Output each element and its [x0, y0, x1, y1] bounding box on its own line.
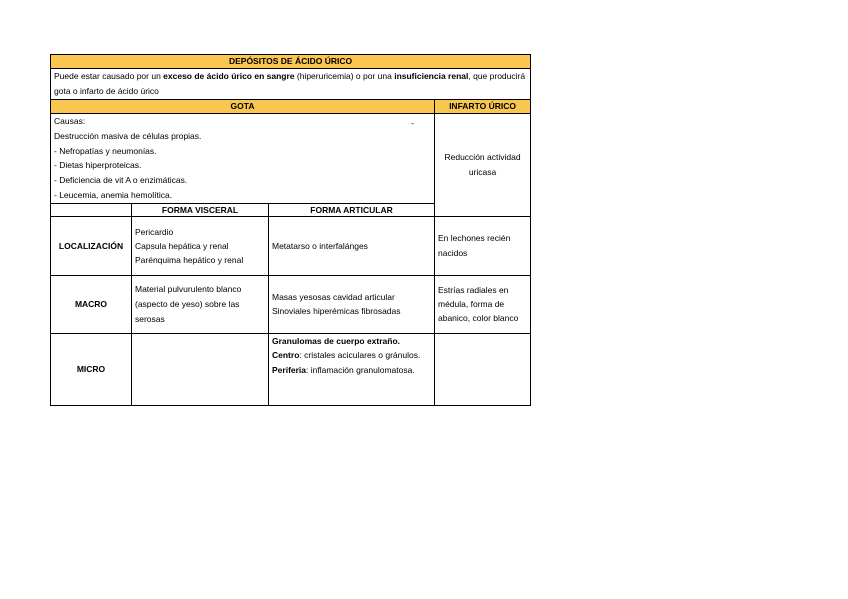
micro-visceral — [132, 333, 269, 405]
cause-item: - Deficiencia de vit A o enzimáticas. — [54, 175, 188, 186]
articular-header: FORMA ARTICULAR — [269, 203, 435, 216]
cause-item: Destrucción masiva de células propias. — [54, 130, 202, 141]
visceral-header: FORMA VISCERAL — [132, 203, 269, 216]
causes-label: Causas: — [54, 116, 86, 126]
macro-infarto: Estrías radiales en médula, forma de abanico, color blanco — [435, 275, 531, 333]
macro-articular: Masas yesosas cavidad articular Sinoviales hiperémicas fibrosadas — [269, 275, 435, 333]
localizacion-visceral: Pericardio Capsula hepática y renal Parénquima hepático y renal — [132, 216, 269, 275]
micro-infarto — [435, 333, 531, 405]
gota-header: GOTA — [51, 100, 435, 114]
dash-mark: - — [411, 118, 414, 128]
uric-acid-table — [50, 54, 531, 406]
localizacion-label: LOCALIZACIÓN — [51, 216, 132, 275]
intro-text: Puede estar causado por un exceso de ácido úrico en sangre (hiperuricemia) o por una insuficiencia renal, que producirá gota o infarto de ácido úrico — [51, 69, 531, 100]
localizacion-infarto: En lechones recién nacidos — [435, 216, 531, 275]
macro-label: MACRO — [51, 275, 132, 333]
cause-item: - Nefropatías y neumonías. — [54, 145, 157, 156]
localizacion-articular: Metatarso o interfalánges — [269, 216, 435, 275]
cause-item: - Leucemia, anemia hemolítica. — [54, 189, 173, 200]
table-title: DEPÓSITOS DE ÁCIDO ÚRICO — [51, 55, 531, 69]
macro-visceral: Material pulvurulento blanco (aspecto de yeso) sobre las serosas — [132, 275, 269, 333]
cause-item: - Dietas hiperproteicas. — [54, 160, 142, 171]
empty-cell — [51, 203, 132, 216]
infarto-main-cell: Reducción actividad uricasa — [435, 114, 531, 217]
causes-cell — [51, 114, 435, 204]
micro-label: MICRO — [51, 333, 132, 405]
infarto-header: INFARTO ÚRICO — [435, 100, 531, 114]
micro-articular: Granulomas de cuerpo extraño. Centro: cristales aciculares o gránulos. Periferia: inflamación granulomatosa. — [269, 333, 435, 405]
